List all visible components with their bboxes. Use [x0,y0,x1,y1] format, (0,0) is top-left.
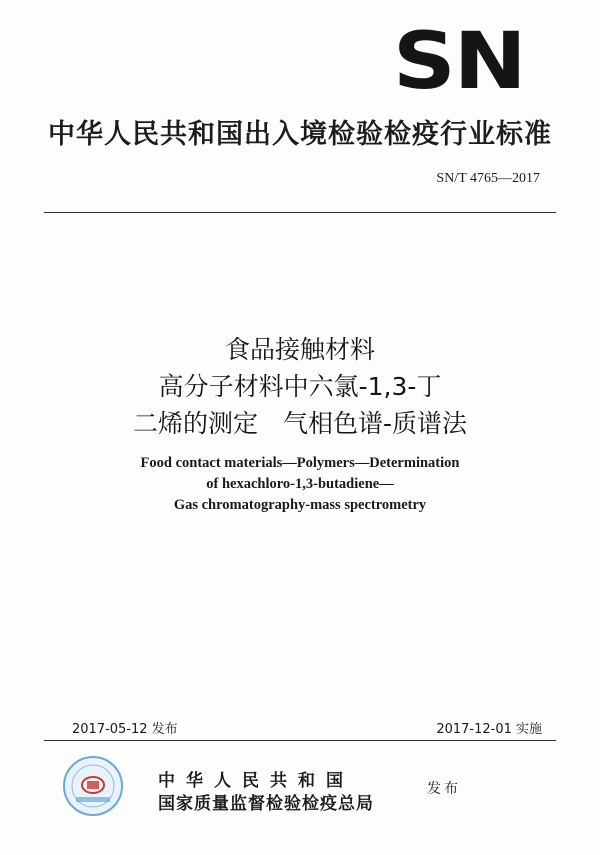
title-en-line-3: Gas chromatography-mass spectrometry [173,497,427,513]
bottom-divider [44,740,556,741]
title-zh-line-1: 食品接触材料 [224,335,375,364]
publisher-agency: 国家质量监督检验检疫总局 [158,794,374,814]
title-zh-line-3: 二烯的测定 气相色谱-质谱法 [132,409,468,438]
title-en-line-1: Food contact materials—Polymers—Determination [140,455,460,471]
title-zh-line-2: 高分子材料中六氯-1,3-丁 [158,372,442,401]
standard-code: SN/T 4765—2017 [436,171,540,186]
sn-logo: SN [392,17,524,107]
certification-seal-icon [62,755,124,817]
publisher-country: 中华人民共和国 [158,771,354,791]
top-divider [44,212,556,213]
title-en-line-2: of hexachloro-1,3-butadiene— [206,476,394,492]
issue-date: 2017-05-12 发布 [72,722,178,737]
publish-action: 发布 [427,781,461,797]
standard-organization: 中华人民共和国出入境检验检疫行业标准 [48,119,552,150]
effective-date: 2017-12-01 实施 [436,722,542,737]
